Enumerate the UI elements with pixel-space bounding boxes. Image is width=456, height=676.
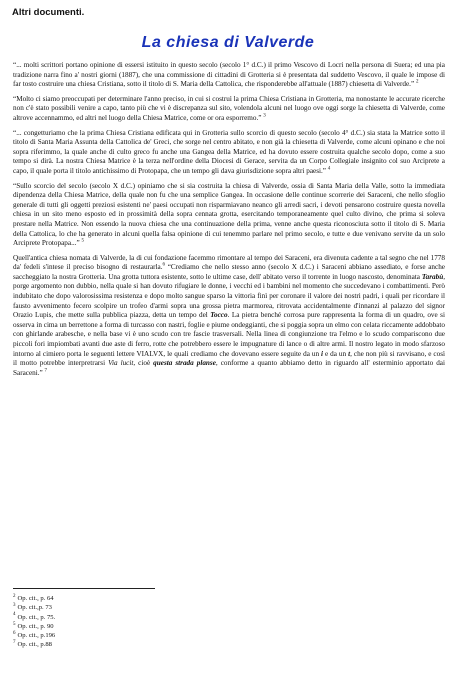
paragraph-4	[13, 182, 445, 249]
footnote-text: Op. cit.,p. 73	[17, 604, 52, 612]
footnote-text: Op. cit., p.196	[17, 632, 56, 640]
section-label: Altri documenti.	[12, 7, 85, 18]
footnote-ref: 3	[263, 113, 266, 119]
footnote-ref: 6	[162, 262, 166, 268]
paragraph-text: , cioè	[133, 359, 154, 368]
footnote-item	[13, 622, 213, 631]
footnote-number: 7	[13, 640, 16, 646]
footnote-number: 4	[13, 612, 16, 618]
footnote-number: 5	[13, 621, 16, 627]
paragraph-5	[13, 254, 445, 379]
footnote-divider	[13, 588, 155, 589]
footnote-item	[13, 594, 213, 603]
emphasis-tarabu: Tarabù	[421, 272, 444, 281]
footnote-text: Op. cit., p.88	[17, 641, 52, 649]
paragraph-3	[13, 129, 445, 177]
footnote-item	[13, 603, 213, 612]
footnote-number: 2	[13, 593, 16, 599]
paragraph-text: “Molto ci siamo preoccupati per determinare l'anno preciso, in cui si costruì la prima Chiesa Cristiana in Grotteria, ma nonostante le accurate ricerche non c'è stato possibili venire a capo, tanto più che vi è discrepanza sul sito, volendola alcuni nel luogo ove oggi sorge la chiesetta di Valverde, come altrove accennammo, ed altri nel luogo della Chiesa Matrice, come or ora esporremo.”	[13, 94, 445, 122]
paragraph-text: “Crediamo che nello stesso anno (secolo X d.C.) i Saraceni abbiano assediato, e forse anche saccheggiato la nostra Grotteria. Una grotta tuttora esistente, sotto le ultime case, dell' abitato verso il torrente in luogo nascosto, denominata	[13, 263, 445, 281]
footnote-ref: 7	[44, 368, 48, 374]
footnotes-list	[13, 594, 213, 650]
emphasis-letter-t: t	[348, 349, 351, 358]
paragraph-2	[13, 95, 445, 124]
footnote-text: Op. cit., p. 64	[17, 595, 54, 602]
emphasis-tocco: Tocco	[210, 311, 228, 320]
paragraph-text: “Sullo scorcio del secolo (secolo X d.C.) opiniamo che si sia costruita la chiesa di Valverde, ossia di Santa Maria della Valle, sotto la immediata dipendenza della Chiesa Matrice, della quale non fu che una semplice Gangea. In occasione delle continue scorrerie dei Saraceni, che nello sfoglio generale di tutti gli oggetti preziosi esistenti ne' paesi occupati non risparmiavano neanco gli arredi sacri, i devoti pensarono costruire questa novella chiesa in un sito meno esposto ed in prossimità della sopra cennata grotta, esercitando temporaneamente quel culto divino, che prima si soleva prestare nella Matrice. Non essendo la nuova chiesa che una continuazione della prima, venne anche questa riconosciuta sotto il titolo di S. Maria della Cattolica, lo che ha generato in alcuni quella falsa opinione di cui tenemmo parlare nel primo secolo, e tutte e due venivano servite da un solo Arciprete Protopapa...”	[13, 181, 445, 248]
footnote-item	[13, 613, 213, 622]
paragraph-1	[13, 61, 445, 90]
footnote-ref: 2	[415, 79, 419, 85]
emphasis-strada: questa strada planse	[153, 359, 216, 368]
paragraph-text: “... molti scrittori portano opinione di essersi istituito in questo secolo (secolo 1° d.C.) il primo Vescovo di Locri nella persona di Suera; ed una pia tradizione narra fino a' nostri giorni (1887), che una commissione di cittadini di Grotteria si è presentata dal suddetto Vescovo, il quale le impose di far tosto costruire una chiesa Cristiana, sotto il titolo di S. Maria della Cattolica, che risponderebbe all'attuale (1887) chiesetta di Valverde.”	[13, 61, 445, 89]
paragraph-text: , che non più si ravvisano, e così il motto potrebbe interpretrarsi	[13, 349, 445, 368]
paragraph-text: e da un	[323, 349, 349, 358]
emphasis-letter-i: i	[321, 349, 324, 358]
footnote-item	[13, 631, 213, 640]
emphasis-motto: Via lucit	[108, 359, 134, 368]
paragraph-text: Quell'antica chiesa nomata di Valverde, la di cui fondazione facemmo rimontare al tempo dei Saraceni, era divenuta cadente a tal segno che nel 1778 da' fedeli s'intese il preciso bisogno di restaurarla.	[13, 253, 445, 272]
footnote-ref: 4	[327, 166, 331, 172]
footnote-text: Op. cit., p. 75.	[17, 613, 56, 621]
document-body	[13, 61, 445, 383]
paragraph-text: “... congetturiamo che la prima Chiesa Cristiana edificata qui in Grotteria sullo scorcio di questo secolo (secolo 4° d.C.) sia stata la Matrice sotto il titolo di Santa Maria Assunta della Cattolica de' Greci, che sorge nel centro abitato, e non già la chiesetta di Valverde, come alcuni opinano e che noi sopra riferimmo, la quale anche di culto greco fu anche una Gangea della Matrice, ed ha dovuto essere costruita qualche secolo dopo, come a suo tempo si dirà. La nostra Chiesa Matrice è la terza nell'ordine della Diocesi di Gerace, servita da un Corpo Collegiale insignito col suo Arciprete a capo, il quale porta il titolo antichissimo di Protopapa, che un tempo gli dava giurisdizione sopra altri paesi.”	[13, 128, 445, 175]
footnote-item	[13, 640, 213, 649]
paragraph-text: , porge argomento non dubbio, nella quale si han dovuto rifugiare le donne, i vecchi ed i bambini nel momento che succedevano i combattimenti. Però indubitato che dopo valorosissima resistenza e dopo molto sangue sparso la vittoria finì per coronare il valore dei nostri padri, i quali per ricordare il fausto avvenimento fecero scolpire un trofeo d'armi sopra una grossa pietra marmorea, ritrovata accidentalmente d'innanzi al palazzo del signor Orazio Lupis, che mette sulla pubblica piazza, detta un tempo del	[13, 272, 445, 320]
footnote-number: 6	[13, 631, 16, 636]
footnote-number: 3	[13, 603, 16, 609]
paragraph-text: . La pietra benché corrosa pure rappresenta la forma di un quadro, ove si osserva in cima un berrettone a forma di turcasso con nastri, foglie e piume ondeggianti, che si poggia sopra un elmo con celata riccamente addobbato con ghirlande arabesche, e nella base vi è uno scudo con tre fascie trasversali. Nella linea di congiunzione tra l'elmo e lo scudo compariscono due piccoli fori impiombati avanti due aste di ferro, rotte che potrebbero essere le impugnature di lance o di altre armi. Il nostro legato in modo sfarzoso intorno al cimiero porta le seguenti lettere VIALVX, le quali crediamo che dovevano essere seguite da un	[13, 311, 445, 358]
paragraph-text: , conforme a quanto abbiamo detto in riguardo all' esterminio apportato dai Saraceni.”	[13, 359, 445, 377]
footnote-text: Op. cit., p. 90	[17, 622, 54, 630]
document-title: La chiesa di Valverde	[141, 34, 315, 51]
footnote-ref: 5	[81, 238, 84, 244]
